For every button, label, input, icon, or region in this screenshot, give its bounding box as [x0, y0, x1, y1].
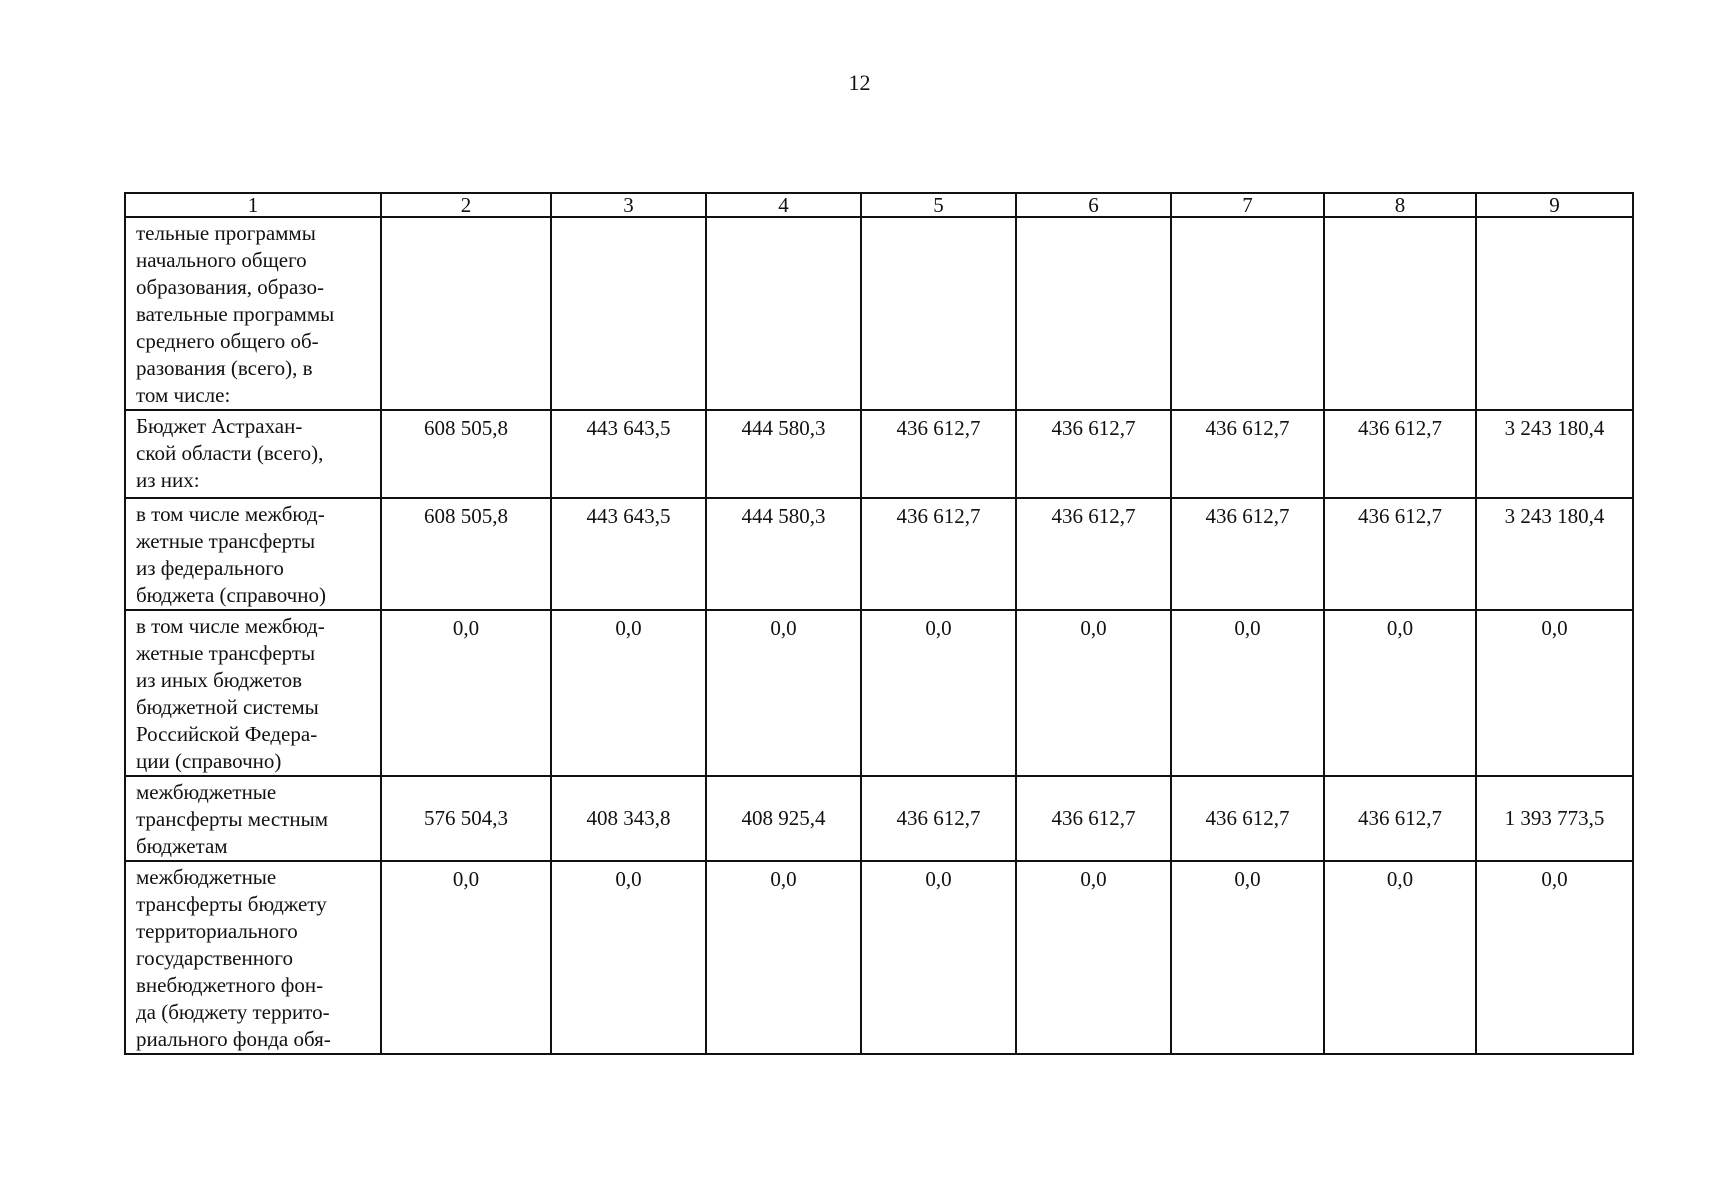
table-cell: 408 343,8 [551, 776, 706, 861]
table-cell: 436 612,7 [1171, 410, 1324, 498]
table-cell: 3 243 180,4 [1476, 498, 1633, 610]
column-header: 8 [1324, 193, 1476, 217]
table-cell: 436 612,7 [861, 498, 1016, 610]
table-cell: 0,0 [1016, 861, 1171, 1054]
column-header: 2 [381, 193, 551, 217]
row-label: межбюджетные трансферты местным бюджетам [125, 776, 381, 861]
table-cell: 0,0 [1016, 610, 1171, 776]
table-row [125, 610, 1633, 776]
table-cell: 443 643,5 [551, 410, 706, 498]
table-cell [706, 217, 861, 410]
table-cell: 0,0 [1476, 861, 1633, 1054]
table-cell: 436 612,7 [1171, 498, 1324, 610]
table-row [125, 861, 1633, 1054]
header-row [125, 193, 1633, 217]
budget-table [124, 192, 1634, 1055]
table-cell: 444 580,3 [706, 410, 861, 498]
table-cell: 0,0 [381, 861, 551, 1054]
table-cell: 0,0 [551, 861, 706, 1054]
table-cell [381, 217, 551, 410]
table-cell: 436 612,7 [1016, 410, 1171, 498]
table-cell: 436 612,7 [861, 410, 1016, 498]
table-cell: 576 504,3 [381, 776, 551, 861]
table-cell: 0,0 [1324, 610, 1476, 776]
column-header: 3 [551, 193, 706, 217]
table-cell: 0,0 [706, 861, 861, 1054]
table-cell: 436 612,7 [1324, 498, 1476, 610]
table-cell: 0,0 [1171, 610, 1324, 776]
table-row [125, 498, 1633, 610]
table-cell [551, 217, 706, 410]
table-cell: 608 505,8 [381, 498, 551, 610]
table-cell: 443 643,5 [551, 498, 706, 610]
table-cell: 3 243 180,4 [1476, 410, 1633, 498]
table-cell: 436 612,7 [1016, 498, 1171, 610]
column-header: 1 [125, 193, 381, 217]
column-header: 7 [1171, 193, 1324, 217]
table-cell: 0,0 [1324, 861, 1476, 1054]
column-header: 4 [706, 193, 861, 217]
row-label: в том числе межбюд- жетные трансферты из федерального бюджета (справочно) [125, 498, 381, 610]
table-cell: 0,0 [1476, 610, 1633, 776]
table-cell: 444 580,3 [706, 498, 861, 610]
page-number: 12 [848, 70, 871, 95]
row-label: Бюджет Астрахан- ской области (всего), из них: [125, 410, 381, 498]
table-cell [1476, 217, 1633, 410]
table-cell [1016, 217, 1171, 410]
table-cell: 608 505,8 [381, 410, 551, 498]
table-cell [1324, 217, 1476, 410]
table-cell: 436 612,7 [1324, 410, 1476, 498]
column-header: 9 [1476, 193, 1633, 217]
table-row [125, 776, 1633, 861]
table-cell: 0,0 [706, 610, 861, 776]
table-cell: 0,0 [861, 610, 1016, 776]
table-cell: 408 925,4 [706, 776, 861, 861]
table-cell: 0,0 [381, 610, 551, 776]
table-cell: 0,0 [551, 610, 706, 776]
table-row [125, 410, 1633, 498]
table-cell: 0,0 [1171, 861, 1324, 1054]
table-row [125, 217, 1633, 410]
table-cell: 436 612,7 [1171, 776, 1324, 861]
table-cell: 436 612,7 [861, 776, 1016, 861]
row-label: в том числе межбюд- жетные трансферты из иных бюджетов бюджетной системы Российской Федера- ции (справочно) [125, 610, 381, 776]
table-cell [861, 217, 1016, 410]
table-cell: 436 612,7 [1016, 776, 1171, 861]
table-cell: 1 393 773,5 [1476, 776, 1633, 861]
column-header: 6 [1016, 193, 1171, 217]
table-cell: 436 612,7 [1324, 776, 1476, 861]
row-label: тельные программы начального общего образования, образо- вательные программы среднего общего об- разования (всего), в том числе: [125, 217, 381, 410]
table-cell [1171, 217, 1324, 410]
table-cell: 0,0 [861, 861, 1016, 1054]
row-label: межбюджетные трансферты бюджету территориального государственного внебюджетного фон- да (бюджету террито- риального фонда обя- [125, 861, 381, 1054]
column-header: 5 [861, 193, 1016, 217]
